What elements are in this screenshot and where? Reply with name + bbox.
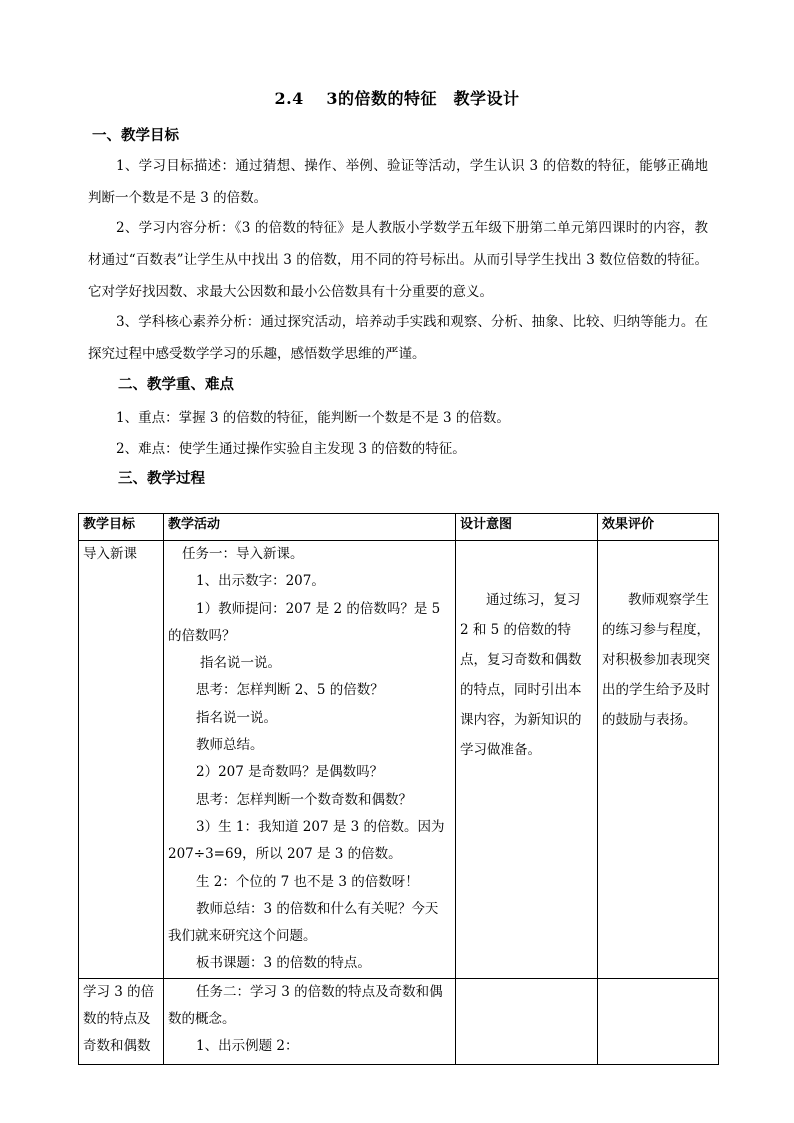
difficulty-line: 2、难点：使学生通过操作实验自主发现 3 的倍数的特征。 [116,441,466,457]
activity-line: 生 2：个位的 7 也不是 3 的倍数呀！ [196,873,419,890]
activity-line: 3）生 1：我知道 207 是 3 的倍数。因为 207÷3=69，所以 207 是 3 的倍数。 [168,818,445,863]
activity-line: 2）207 是奇数吗？是偶数吗？ [196,764,384,781]
objective-paragraph-2: 2、学习内容分析：《3 的倍数的特征》是人教版小学数学五年级下册第二单元第四课时的内容，教材通过“百数表”让学生从中找出 3 的倍数，用不同的符号标出。从而引导学生找出 3 数位倍数的特征。它对学好找因数、求最大公因数和最小公倍数具有十分重要的意义。 [88,220,708,300]
table-header-row [79,514,719,541]
row-goal: 导入新课 [79,541,164,979]
activity-line: 1、出示例题 2： [196,1038,299,1055]
section-heading-process: 三、教学过程 [118,470,205,487]
objective-paragraph-3: 3、学科核心素养分析：通过探究活动，培养动手实践和观察、分析、抽象、比较、归纳等能力。在探究过程中感受数学学习的乐趣，感悟数学思维的严谨。 [88,314,708,362]
activity-line: 1、出示数字：207。 [196,573,325,590]
row-effect [598,978,719,1064]
header-effect: 效果评价 [598,514,719,541]
activity-line: 任务一：导入新课。 [182,546,304,562]
objective-paragraph-1: 1、学习目标描述：通过猜想、操作、举例、验证等活动，学生认识 3 的倍数的特征，能够正确地判断一个数是不是 3 的倍数。 [88,158,708,206]
table-row [79,978,719,1064]
row-purpose [456,541,598,979]
section-heading-objectives: 一、教学目标 [92,127,179,144]
row-effect [598,541,719,979]
header-activity: 教学活动 [164,514,456,541]
activity-line: 任务二：学习 3 的倍数的特点及奇数和偶数的概念。 [168,983,443,1028]
header-goal: 教学目标 [79,514,164,541]
effect-text: 教师观察学生的练习参与程度，对积极参加表现突出的学生给予及时的鼓励与表扬。 [602,592,710,728]
header-purpose: 设计意图 [456,514,598,541]
row-goal: 学习 3 的倍数的特点及奇数和偶数 [79,978,164,1064]
activity-line: 指名说一说。 [200,655,281,672]
row-activities [164,978,456,1064]
activity-line: 思考：怎样判断一个数奇数和偶数？ [196,791,412,808]
table-row [79,541,719,979]
activity-line: 指名说一说。 [196,709,277,726]
activity-line: 教师总结。 [196,737,264,754]
purpose-text: 通过练习，复习 2 和 5 的倍数的特点，复习奇数和偶数的特点，同时引出本课内容，为新知识的学习做准备。 [460,592,582,758]
teaching-process-table [78,513,719,1065]
key-point-line: 1、重点：掌握 3 的倍数的特征，能判断一个数是不是 3 的倍数。 [116,410,510,426]
activity-line: 1）教师提问：207 是 2 的倍数吗？是 5 的倍数吗？ [168,600,441,644]
section-heading-key-points: 二、教学重、难点 [118,376,234,393]
activity-line: 思考：怎样判断 2、5 的倍数？ [196,682,384,699]
row-purpose [456,978,598,1064]
activity-line: 板书课题：3 的倍数的特点。 [196,955,371,972]
activity-line: 教师总结：3 的倍数和什么有关呢？今天我们就来研究这个问题。 [168,900,439,945]
page-title: 2.4 3的倍数的特征 教学设计 [274,89,520,108]
row-activities [164,541,456,979]
